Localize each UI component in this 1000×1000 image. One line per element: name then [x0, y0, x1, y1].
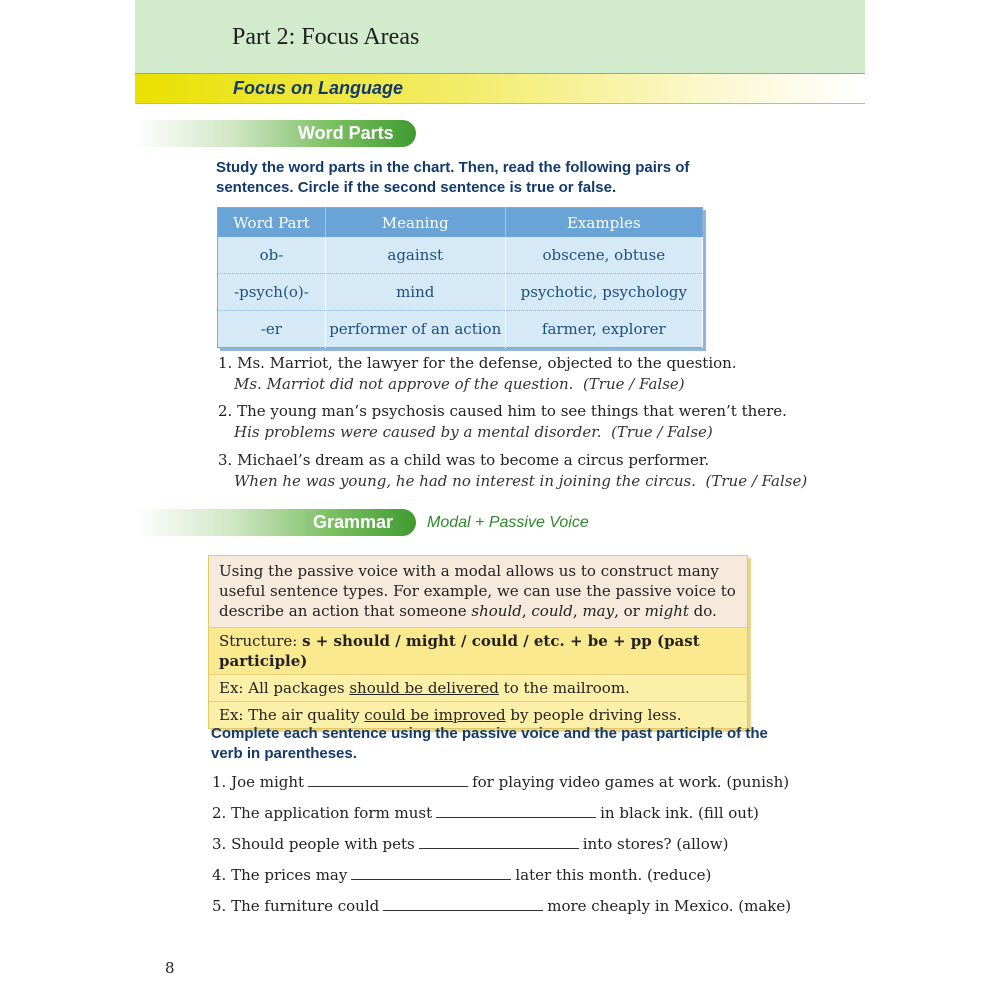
question-statement: His problems were caused by a mental disorder.: [234, 423, 602, 441]
exercise-item-3: 3. Should people with pets into stores? (allow): [212, 835, 729, 853]
focus-band: [135, 73, 865, 104]
table-cell: -psych(o)-: [218, 274, 326, 311]
grammar-title: Grammar: [313, 512, 394, 532]
table-row: [218, 311, 703, 348]
question-number: 2.: [218, 402, 233, 420]
col-header-examples: Examples: [505, 208, 702, 238]
question-1: [218, 353, 737, 395]
true-false-choice[interactable]: (True / False): [705, 472, 808, 490]
answer-blank[interactable]: [308, 772, 468, 787]
example-row-2: Ex: The air quality could be improved by people driving less.: [209, 701, 747, 728]
page-title: Part 2: Focus Areas: [232, 24, 420, 50]
table-cell: -er: [218, 311, 326, 348]
question-sentence: Michael’s dream as a child was to become a circus performer.: [237, 451, 710, 469]
focus-title: Focus on Language: [233, 78, 404, 98]
table-cell: ob-: [218, 237, 326, 274]
structure-formula: s + should / might / could / etc. + be + pp (past participle): [219, 632, 700, 670]
table-row: [218, 237, 703, 274]
exercise-item-2: 2. The application form must in black ink. (fill out): [212, 804, 759, 822]
col-header-word-part: Word Part: [218, 208, 326, 238]
table-cell: farmer, explorer: [505, 311, 702, 348]
question-sentence: Ms. Marriot, the lawyer for the defense, objected to the question.: [237, 354, 737, 372]
question-3: [218, 450, 807, 492]
page-number: 8: [165, 959, 175, 977]
answer-blank[interactable]: [436, 803, 596, 818]
question-sentence: The young man’s psychosis caused him to see things that weren’t there.: [237, 402, 787, 420]
table-cell: mind: [325, 274, 505, 311]
question-2: [218, 401, 787, 443]
page: [135, 0, 865, 1000]
true-false-choice[interactable]: (True / False): [582, 375, 685, 393]
answer-blank[interactable]: [351, 865, 511, 880]
answer-blank[interactable]: [383, 896, 543, 911]
table-cell: performer of an action: [325, 311, 505, 348]
col-header-meaning: Meaning: [325, 208, 505, 238]
question-statement: Ms. Marriot did not approve of the question.: [234, 375, 574, 393]
true-false-choice[interactable]: (True / False): [611, 423, 713, 441]
word-parts-title: Word Parts: [298, 123, 394, 143]
exercise-item-4: 4. The prices may later this month. (reduce): [212, 866, 712, 884]
grammar-subtitle: Modal + Passive Voice: [427, 514, 589, 531]
grammar-intro: Using the passive voice with a modal allows us to construct many useful sentence types. For example, we can use the passive voice to describe an action that someone should, could, may, or might do.: [219, 562, 736, 620]
example-row-1: Ex: All packages should be delivered to the mailroom.: [209, 674, 747, 701]
question-number: 3.: [218, 451, 233, 469]
table-cell: against: [325, 237, 505, 274]
question-statement: When he was young, he had no interest in joining the circus.: [234, 472, 696, 490]
word-parts-table: [217, 207, 703, 348]
grammar-box: [208, 555, 748, 729]
table-row: [218, 274, 703, 311]
exercise-item-5: 5. The furniture could more cheaply in Mexico. (make): [212, 897, 792, 915]
header-band: [135, 0, 865, 73]
question-number: 1.: [218, 354, 233, 372]
table-cell: psychotic, psychology: [505, 274, 702, 311]
answer-blank[interactable]: [419, 834, 579, 849]
exercise-instruction: Complete each sentence using the passive voice and the past participle of the verb in parentheses.: [211, 725, 768, 762]
structure-row: Structure: s + should / might / could / etc. + be + pp (past participle): [209, 627, 747, 674]
word-parts-instruction: Study the word parts in the chart. Then, read the following pairs of sentences. Circle if the second sentence is true or false.: [216, 159, 690, 196]
table-cell: obscene, obtuse: [505, 237, 702, 274]
exercise-item-1: 1. Joe might for playing video games at work. (punish): [212, 773, 790, 791]
